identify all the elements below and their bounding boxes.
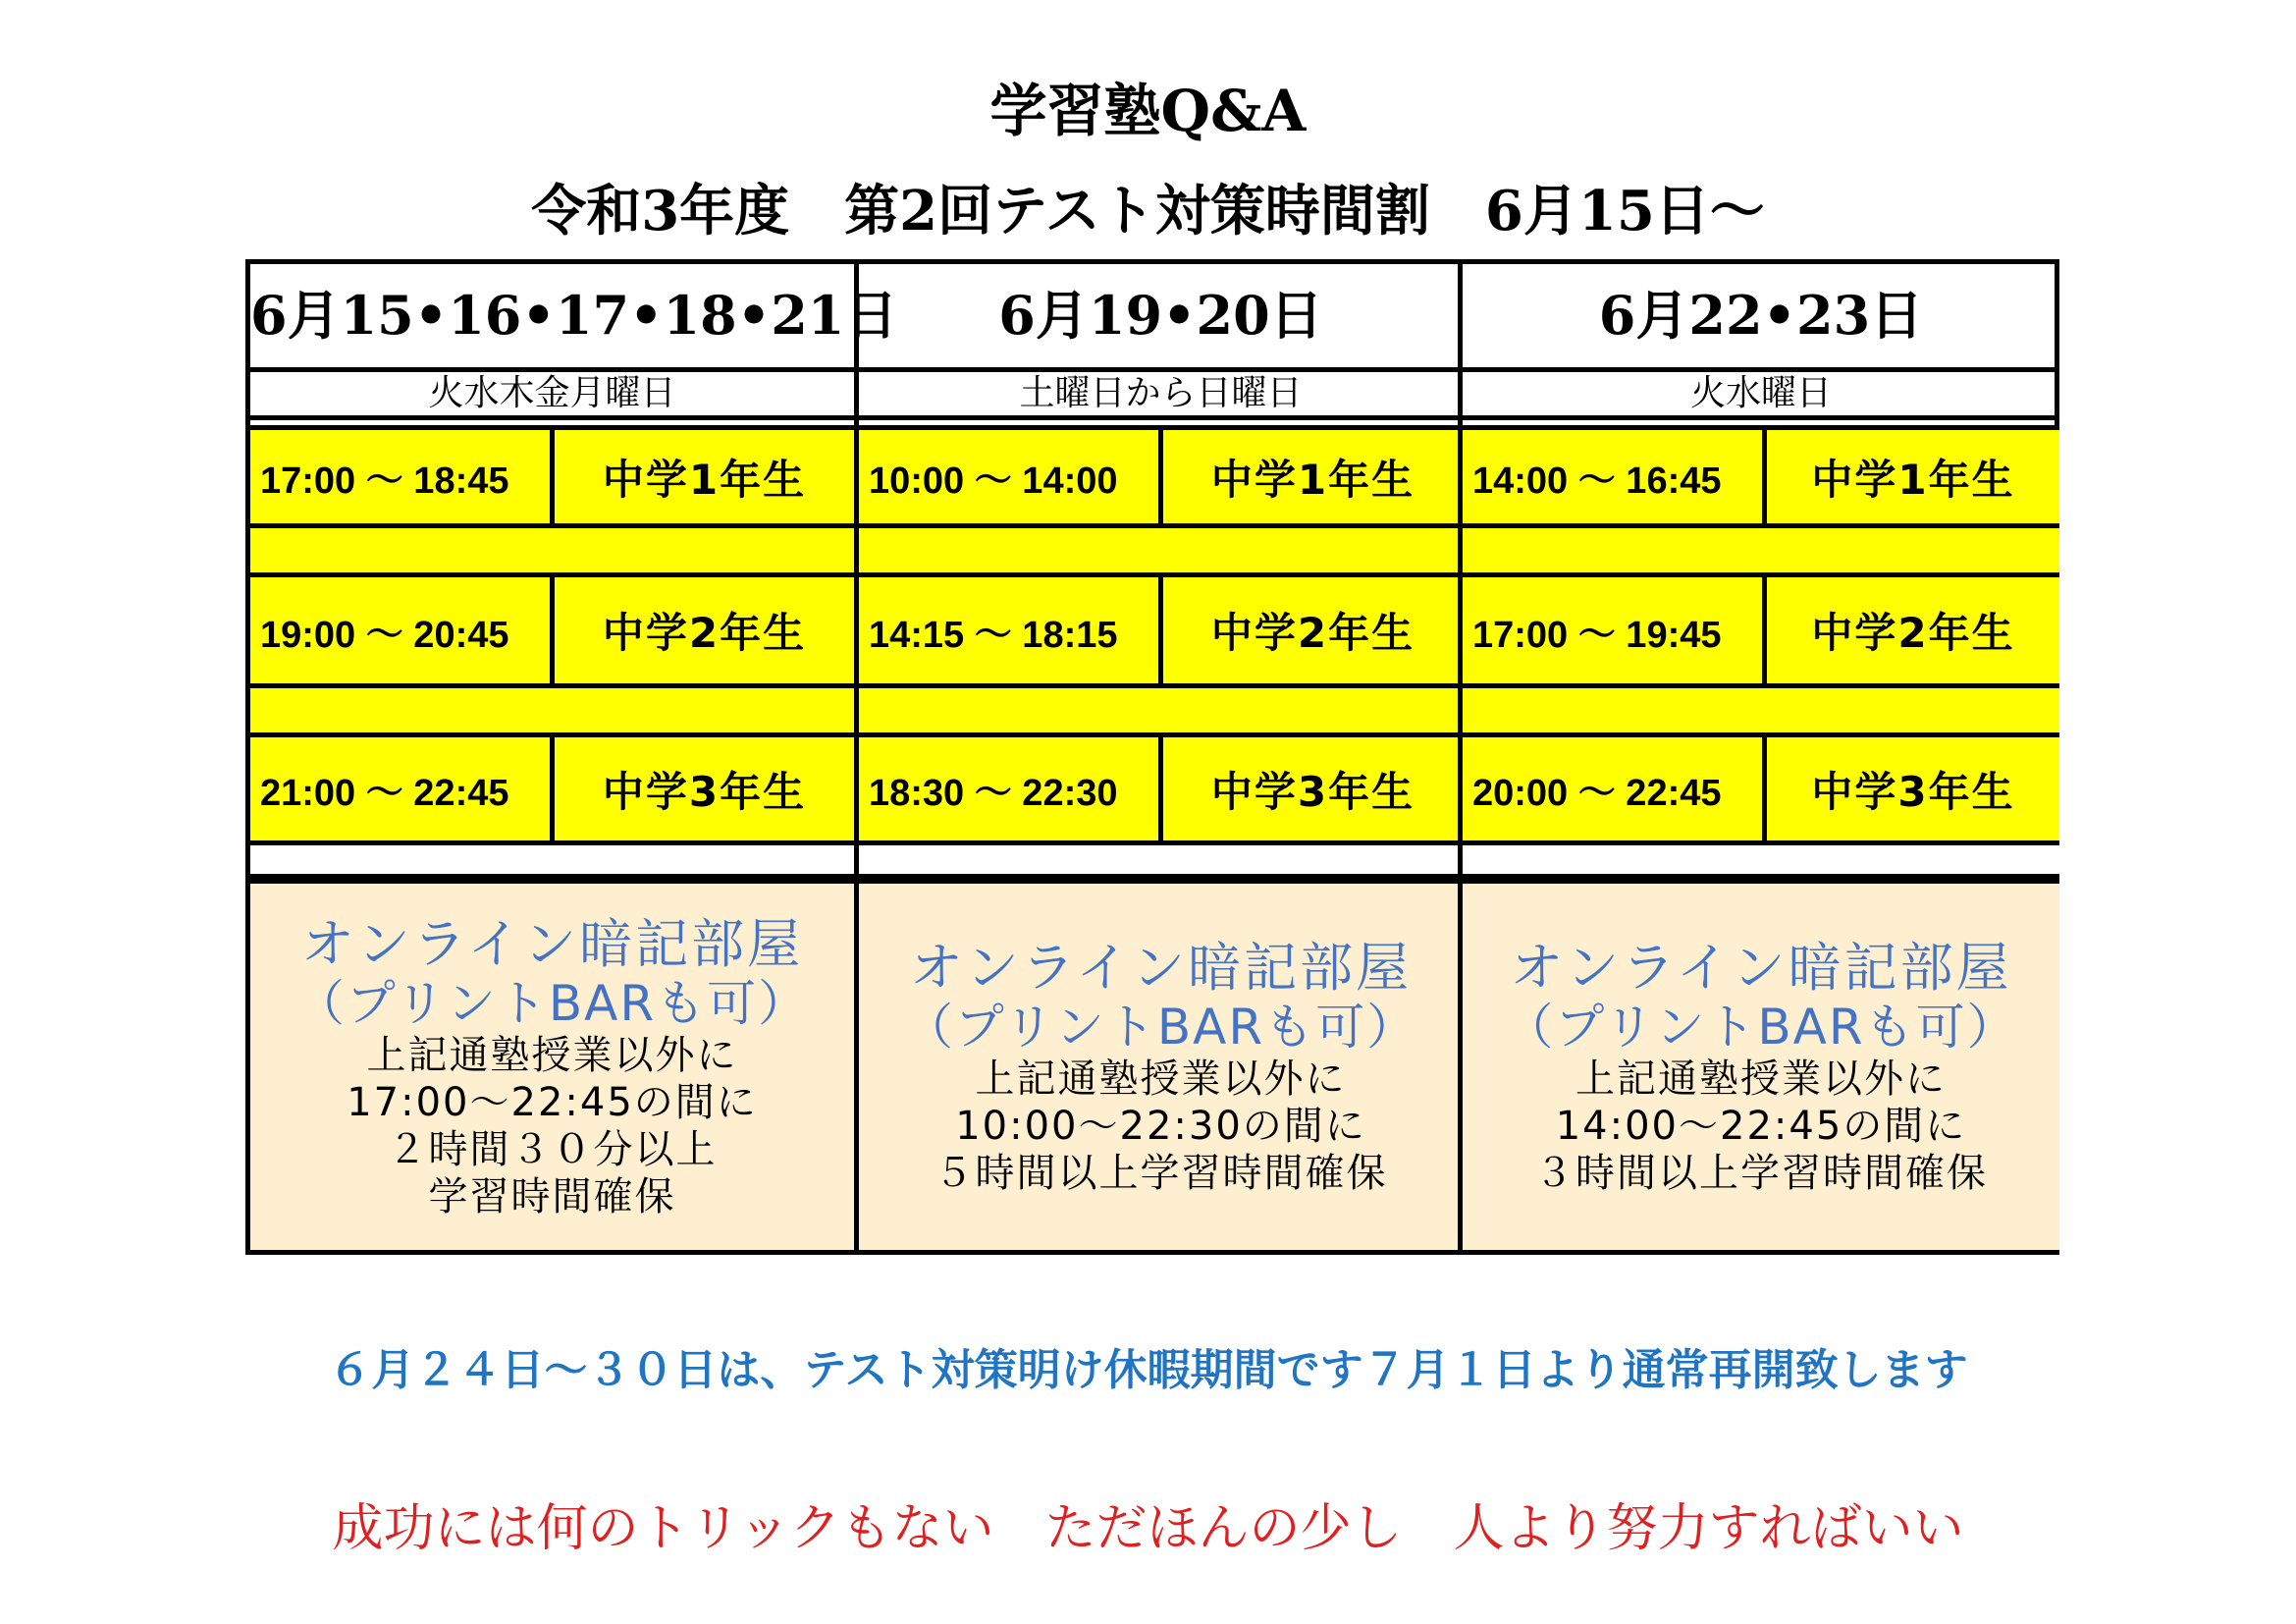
online-subtitle: （プリントBARも可）: [294, 974, 810, 1032]
online-study-box: [250, 879, 854, 1250]
time-slot: [859, 737, 1463, 845]
online-subtitle: （プリントBARも可）: [903, 998, 1418, 1056]
column-days: 火水木金月曜日: [250, 372, 854, 420]
column-days: 火水曜日: [1463, 372, 2059, 420]
slot-grade: 中学2年生: [1811, 609, 2015, 657]
time-slot: [859, 425, 1463, 528]
schedule-column: [250, 264, 898, 1250]
online-note: 17:00～22:45の間に: [347, 1079, 758, 1125]
online-subtitle: （プリントBARも可）: [1504, 998, 2018, 1056]
column-date: 6月22•23日: [1463, 264, 2059, 372]
slot-grade: 中学1年生: [602, 455, 807, 504]
online-note: 上記通塾授業以外に: [366, 1032, 738, 1078]
slot-grade: 中学1年生: [1811, 455, 2015, 504]
slot-grade: 中学3年生: [1811, 767, 2015, 816]
slot-grade: 中学3年生: [1210, 767, 1415, 816]
slot-time: 17:00 ～ 18:45: [250, 430, 555, 523]
online-note: 学習時間確保: [428, 1173, 676, 1219]
online-note: 14:00～22:45の間に: [1555, 1103, 1967, 1149]
time-slot: [1463, 425, 2059, 528]
online-study-box: [1463, 879, 2059, 1250]
schedule-subtitle: 令和3年度 第2回テスト対策時間割 6月15日～: [531, 179, 1765, 244]
motto-text: 成功には何のトリックもない ただほんの少し 人より努力すればいい: [332, 1499, 1964, 1558]
time-slot: [250, 577, 854, 688]
time-slot: [250, 425, 854, 528]
page-title: 学習塾Q&A: [989, 78, 1307, 144]
online-study-box: [859, 879, 1463, 1250]
slot-time: 10:00 ～ 14:00: [859, 430, 1163, 523]
slot-spacer: [859, 845, 1463, 879]
slot-time: 14:00 ～ 16:45: [1463, 430, 1767, 523]
slot-time: 14:15 ～ 18:15: [859, 577, 1163, 683]
slot-spacer: [250, 528, 854, 577]
online-title: オンライン暗記部屋: [300, 912, 804, 975]
online-note: 上記通塾授業以外に: [975, 1056, 1347, 1102]
slot-grade: 中学3年生: [602, 767, 807, 816]
slot-time: 18:30 ～ 22:30: [859, 737, 1163, 840]
holiday-notice: ６月２４日～３０日は、テスト対策明け休暇期間です７月１日より通常再開致します: [328, 1345, 1968, 1395]
schedule-table: [245, 259, 2059, 1255]
time-slot: [250, 737, 854, 845]
online-note: ２時間３０分以上: [387, 1126, 718, 1172]
online-title: オンライン暗記部屋: [909, 936, 1413, 999]
column-date: 6月15•16•17•18•21日: [250, 264, 854, 372]
online-note: 10:00～22:30の間に: [955, 1103, 1366, 1149]
slot-spacer: [1463, 528, 2059, 577]
slot-grade: 中学1年生: [1210, 455, 1415, 504]
slot-time: 19:00 ～ 20:45: [250, 577, 555, 683]
slot-time: 17:00 ～ 19:45: [1463, 577, 1767, 683]
slot-grade: 中学2年生: [1210, 609, 1415, 657]
column-date: 6月19•20日: [859, 264, 1463, 372]
slot-grade: 中学2年生: [602, 609, 807, 657]
slot-spacer: [859, 528, 1463, 577]
slot-spacer: [859, 688, 1463, 737]
slot-spacer: [1463, 845, 2059, 879]
slot-time: 20:00 ～ 22:45: [1463, 737, 1767, 840]
time-slot: [1463, 737, 2059, 845]
time-slot: [859, 577, 1463, 688]
time-slot: [1463, 577, 2059, 688]
schedule-column: [1458, 264, 2059, 1250]
online-note: ３時間以上学習時間確保: [1534, 1150, 1988, 1196]
online-note: 上記通塾授業以外に: [1575, 1056, 1947, 1102]
column-days: 土曜日から日曜日: [859, 372, 1463, 420]
schedule-column: [854, 264, 1463, 1250]
online-title: オンライン暗記部屋: [1510, 936, 2012, 999]
slot-spacer: [1463, 688, 2059, 737]
slot-spacer: [250, 845, 854, 879]
slot-spacer: [250, 688, 854, 737]
online-note: ５時間以上学習時間確保: [934, 1150, 1388, 1196]
slot-time: 21:00 ～ 22:45: [250, 737, 555, 840]
